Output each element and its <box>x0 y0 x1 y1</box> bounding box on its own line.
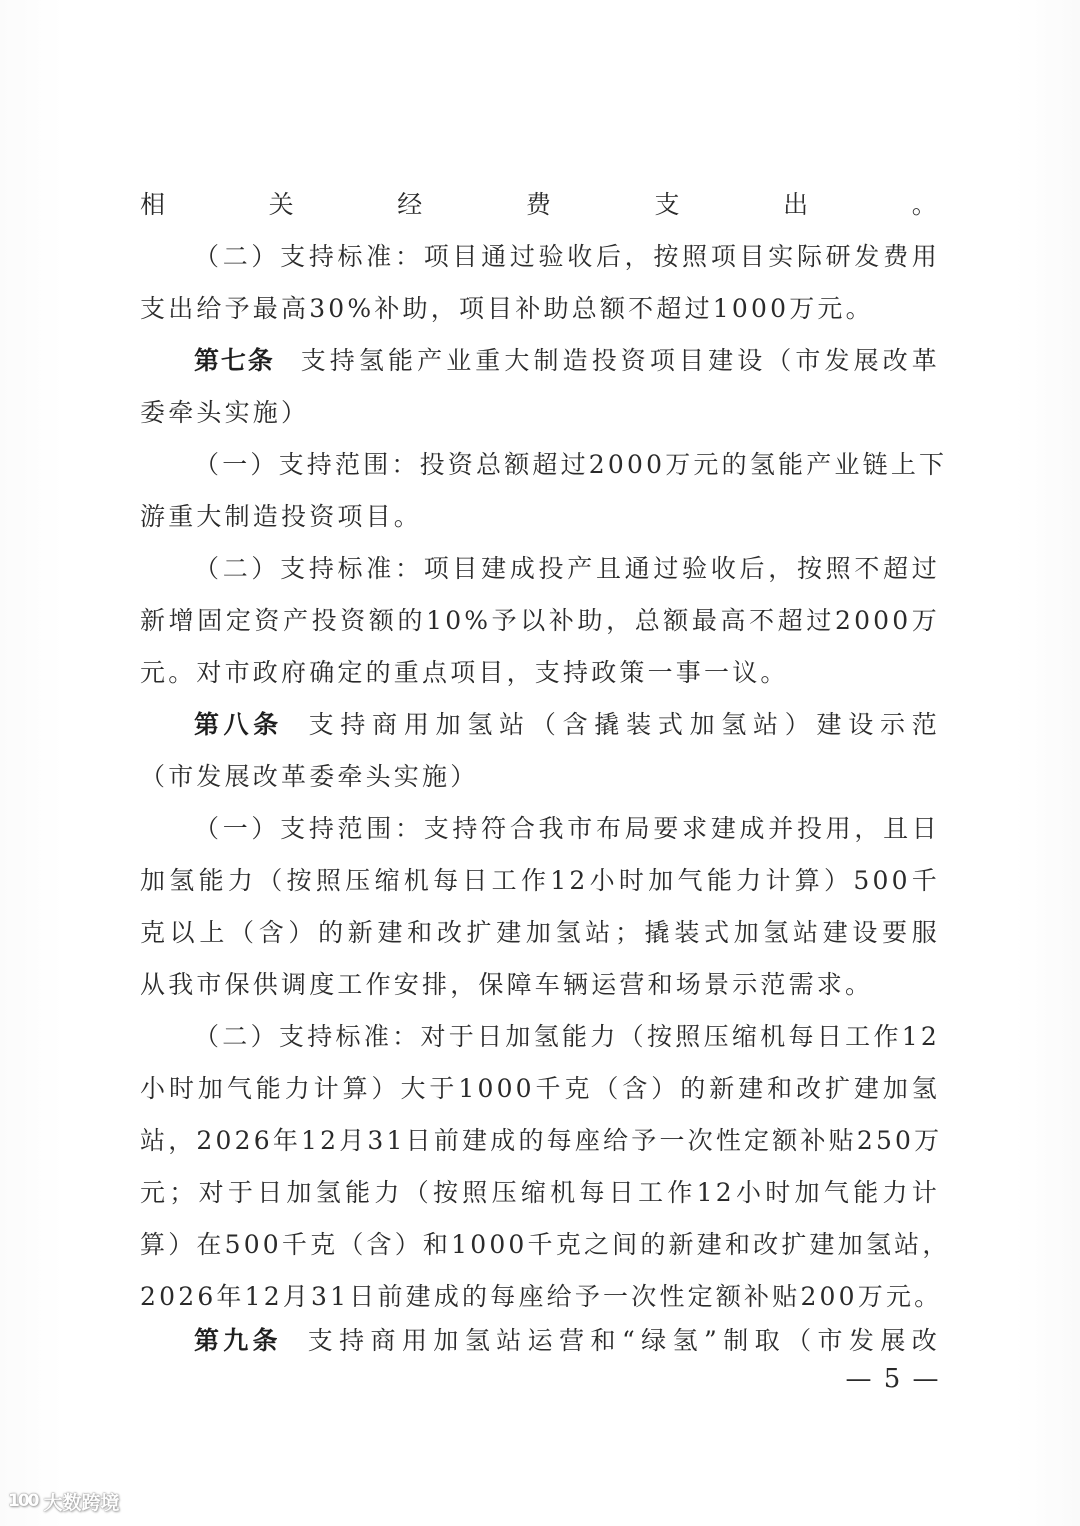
text-line: 新增固定资产投资额的10%予以补助，总额最高不超过2000万 <box>140 606 940 635</box>
text-line: 小时加气能力计算）大于1000千克（含）的新建和改扩建加氢 <box>140 1074 940 1103</box>
text-line: （市发展改革委牵头实施） <box>140 762 479 791</box>
text-line: 元；对于日加氢能力（按照压缩机每日工作12小时加气能力计 <box>140 1178 940 1207</box>
article-title: 支持氢能产业重大制造投资项目建设（市发展改革 <box>300 346 940 375</box>
watermark-text: 大数跨境 <box>43 1491 120 1514</box>
article-9-heading <box>194 1321 940 1361</box>
text-line: 元。对市政府确定的重点项目，支持政策一事一议。 <box>140 658 789 687</box>
article-number: 第九条 <box>194 1326 282 1355</box>
article-8-heading <box>194 705 940 745</box>
text-line: 算）在500千克（含）和1000千克之间的新建和改扩建加氢站， <box>140 1230 951 1259</box>
text-line-continuation: 相关经费支出。 <box>140 190 940 219</box>
text-line: 克以上（含）的新建和改扩建加氢站；撬装式加氢站建设要服 <box>140 918 940 947</box>
article-title: 支持商用加氢站（含撬装式加氢站）建设示范 <box>308 710 940 739</box>
text-line: 加氢能力（按照压缩机每日工作12小时加气能力计算）500千 <box>140 866 940 895</box>
article-number: 第七条 <box>194 346 275 375</box>
text-line: 支出给予最高30%补助，项目补助总额不超过1000万元。 <box>140 294 874 323</box>
text-line: 游重大制造投资项目。 <box>140 502 423 531</box>
text-line: 从我市保供调度工作安排，保障车辆运营和场景示范需求。 <box>140 970 874 999</box>
text-line: 站，2026年12月31日前建成的每座给予一次性定额补贴250万 <box>140 1126 943 1155</box>
text-line-clause-scope: （一）支持范围：支持符合我市布局要求建成并投用，且日 <box>194 814 940 843</box>
text-line-clause-scope: （一）支持范围：投资总额超过2000万元的氢能产业链上下 <box>194 450 948 479</box>
article-7-heading <box>194 341 940 381</box>
article-title: 支持商用加氢站运营和“绿氢”制取（市发展改 <box>307 1326 940 1355</box>
article-number: 第八条 <box>194 710 283 739</box>
text-line: 委牵头实施） <box>140 398 310 427</box>
text-line-clause-standard: （二）支持标准：项目建成投产且通过验收后，按照不超过 <box>194 554 940 583</box>
watermark-logo-icon: 100 <box>8 1491 38 1511</box>
watermark <box>8 1488 120 1514</box>
text-line-clause-standard: （二）支持标准：对于日加氢能力（按照压缩机每日工作12 <box>194 1022 940 1051</box>
text-line-clause-standard: （二）支持标准：项目通过验收后，按照项目实际研发费用 <box>194 242 940 271</box>
page-number: — 5 — <box>845 1364 941 1394</box>
text-line: 2026年12月31日前建成的每座给予一次性定额补贴200万元。 <box>140 1282 943 1311</box>
